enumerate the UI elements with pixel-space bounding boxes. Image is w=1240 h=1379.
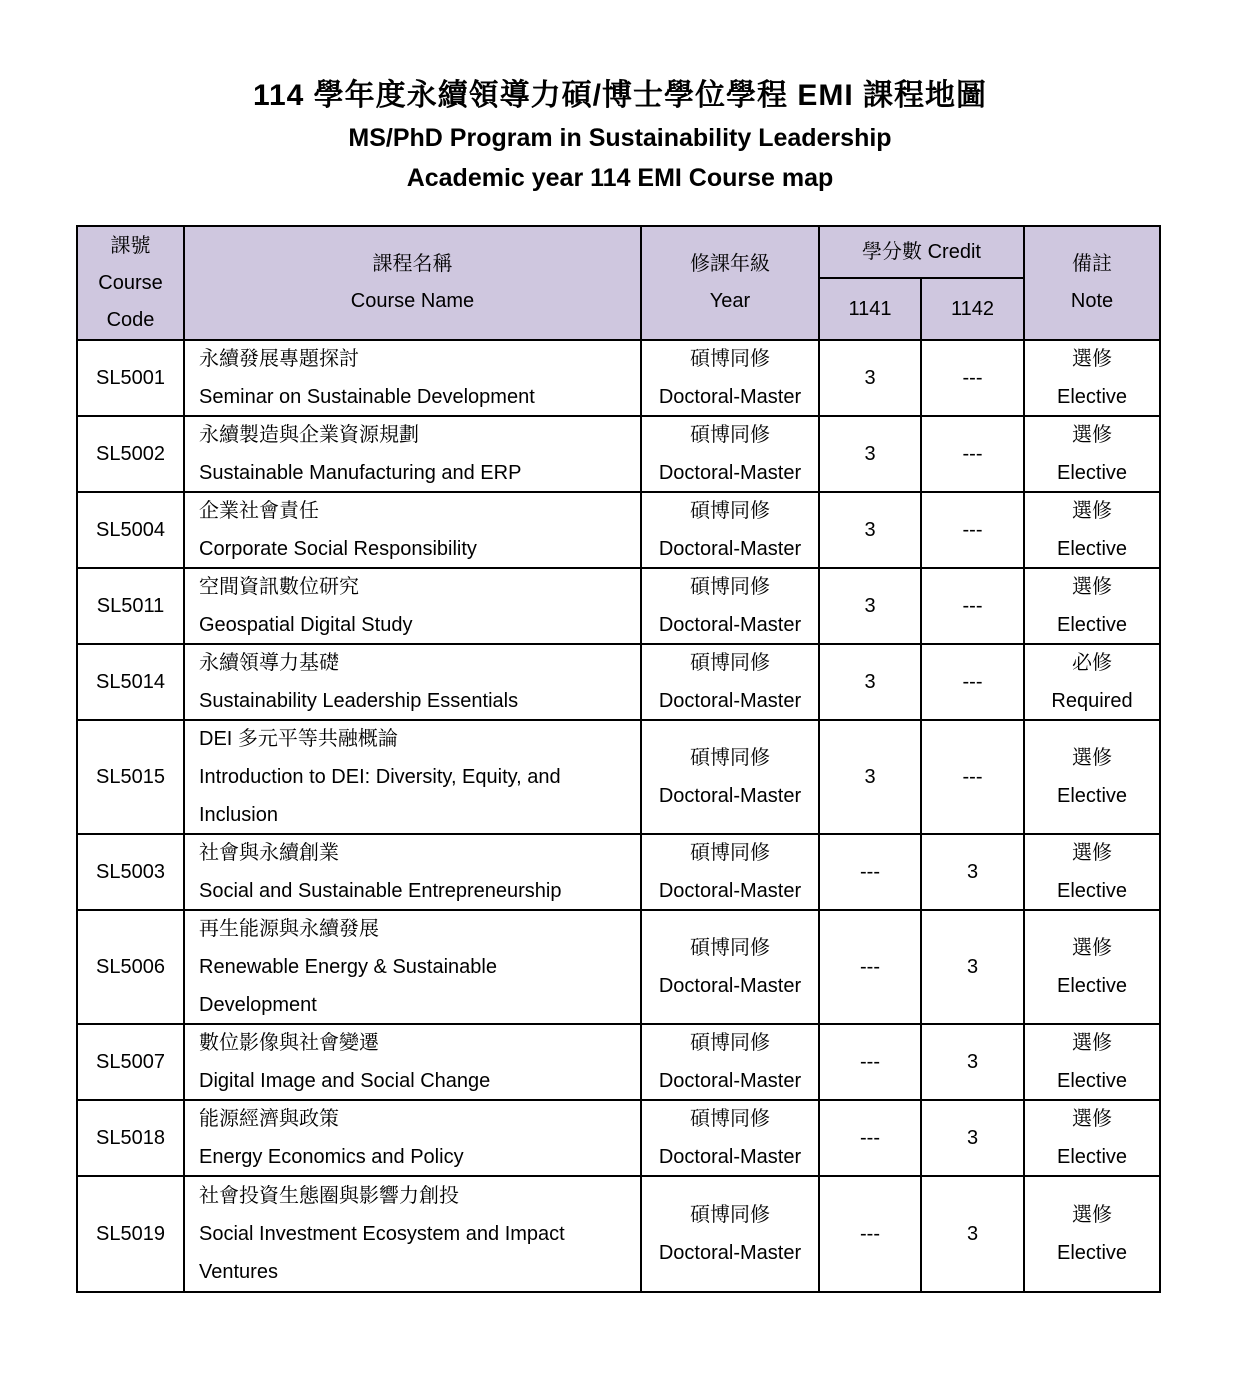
header-note — [1025, 227, 1159, 339]
credit-1141-cell — [820, 721, 922, 833]
credit-1142-cell — [922, 721, 1025, 833]
cell-line: 碩博同修 — [690, 576, 770, 598]
course-code-cell — [78, 1025, 185, 1099]
cell-line: Energy Economics and Policy — [199, 1146, 464, 1168]
cell-line: SL5001 — [96, 367, 165, 389]
cell-line: 能源經濟與政策 — [199, 1108, 339, 1130]
table-row — [78, 493, 1159, 569]
course-year-cell — [642, 645, 820, 719]
cell-line: Doctoral-Master — [658, 1070, 802, 1092]
cell-line: --- — [860, 861, 880, 883]
cell-line: 3 — [966, 1223, 979, 1245]
cell-line: 3 — [864, 671, 876, 693]
cell-line: SL5019 — [96, 1223, 165, 1245]
cell-line: 必修 — [1072, 652, 1112, 674]
cell-line: Elective — [1056, 462, 1128, 484]
header-note-zh: 備註 — [1072, 253, 1112, 275]
cell-line: --- — [962, 671, 983, 693]
cell-line: --- — [962, 595, 983, 617]
course-code-cell — [78, 493, 185, 567]
credit-1141-cell — [820, 569, 922, 643]
cell-line: Doctoral-Master — [658, 614, 802, 636]
cell-line: 3 — [966, 1051, 979, 1073]
course-note-cell — [1025, 1025, 1159, 1099]
cell-line: 企業社會責任 — [199, 500, 319, 522]
credit-1141-cell — [820, 493, 922, 567]
cell-line: 社會投資生態圈與影響力創投 — [199, 1185, 459, 1207]
cell-line: 選修 — [1072, 424, 1112, 446]
cell-line: SL5014 — [96, 671, 165, 693]
header-course-code-zh: 課號 — [110, 234, 151, 257]
credit-1142-cell — [922, 417, 1025, 491]
credit-1142-cell — [922, 341, 1025, 415]
table-row — [78, 569, 1159, 645]
cell-line: 碩博同修 — [690, 937, 770, 959]
credit-1142-cell — [922, 1177, 1025, 1291]
course-note-cell — [1025, 569, 1159, 643]
table-row — [78, 417, 1159, 493]
cell-line: Doctoral-Master — [658, 690, 802, 712]
cell-line: --- — [962, 367, 983, 389]
course-code-cell — [78, 1101, 185, 1175]
header-credit — [820, 227, 1025, 279]
cell-line: SL5011 — [96, 595, 165, 617]
course-code-cell — [78, 721, 185, 833]
course-name-cell — [185, 835, 642, 909]
cell-line: --- — [860, 1223, 880, 1245]
table-row — [78, 721, 1159, 835]
credit-1141-cell — [820, 341, 922, 415]
cell-line: Elective — [1056, 614, 1128, 636]
header-course-code — [78, 227, 185, 339]
course-year-cell — [642, 1177, 820, 1291]
cell-line: 選修 — [1072, 500, 1112, 522]
cell-line: --- — [962, 519, 983, 541]
cell-line: 社會與永續創業 — [199, 842, 339, 864]
cell-line: Development — [199, 994, 317, 1016]
course-code-cell — [78, 569, 185, 643]
header-course-code-en2: Code — [106, 308, 155, 331]
header-term-1141-label: 1141 — [848, 297, 892, 320]
cell-line: 永續發展專題探討 — [199, 348, 359, 370]
cell-line: SL5002 — [96, 443, 165, 465]
cell-line: 3 — [966, 956, 979, 978]
cell-line: 3 — [864, 443, 876, 465]
course-name-cell — [185, 1025, 642, 1099]
credit-1141-cell — [820, 417, 922, 491]
table-row — [78, 1025, 1159, 1101]
course-note-cell — [1025, 911, 1159, 1023]
cell-line: 選修 — [1072, 1204, 1112, 1226]
cell-line: 選修 — [1072, 1108, 1112, 1130]
course-code-cell — [78, 835, 185, 909]
course-table — [76, 225, 1161, 1293]
cell-line: 碩博同修 — [690, 348, 770, 370]
course-note-cell — [1025, 493, 1159, 567]
course-name-cell — [185, 911, 642, 1023]
header-credit-label: 學分數 Credit — [862, 240, 981, 263]
header-course-code-en1: Course — [98, 271, 163, 294]
cell-line: DEI 多元平等共融概論 — [199, 728, 398, 750]
cell-line: 3 — [864, 519, 876, 541]
course-code-cell — [78, 911, 185, 1023]
course-name-cell — [185, 721, 642, 833]
cell-line: 3 — [966, 1127, 979, 1149]
cell-line: 碩博同修 — [690, 1032, 770, 1054]
course-name-cell — [185, 1101, 642, 1175]
header-term-1141 — [820, 279, 922, 339]
cell-line: Doctoral-Master — [658, 880, 802, 902]
table-row — [78, 1101, 1159, 1177]
cell-line: SL5006 — [96, 956, 165, 978]
cell-line: Social and Sustainable Entrepreneurship — [199, 880, 562, 902]
cell-line: SL5003 — [96, 861, 165, 883]
course-code-cell — [78, 1177, 185, 1291]
cell-line: Elective — [1056, 785, 1128, 807]
cell-line: --- — [860, 1051, 880, 1073]
course-note-cell — [1025, 645, 1159, 719]
course-year-cell — [642, 341, 820, 415]
cell-line: Doctoral-Master — [658, 1146, 802, 1168]
credit-1141-cell — [820, 645, 922, 719]
cell-line: Elective — [1056, 880, 1128, 902]
cell-line: Required — [1051, 690, 1133, 712]
header-term-1142-label: 1142 — [950, 297, 994, 320]
course-note-cell — [1025, 721, 1159, 833]
cell-line: Elective — [1056, 1070, 1128, 1092]
cell-line: Sustainability Leadership Essentials — [199, 690, 519, 712]
course-name-cell — [185, 569, 642, 643]
course-note-cell — [1025, 417, 1159, 491]
course-year-cell — [642, 911, 820, 1023]
cell-line: 再生能源與永續發展 — [199, 918, 379, 940]
cell-line: Social Investment Ecosystem and Impact — [199, 1223, 565, 1245]
cell-line: 選修 — [1072, 937, 1112, 959]
course-name-cell — [185, 1177, 642, 1291]
cell-line: 選修 — [1072, 1032, 1112, 1054]
cell-line: 選修 — [1072, 747, 1112, 769]
course-note-cell — [1025, 1101, 1159, 1175]
table-header — [78, 227, 1159, 341]
header-course-name-zh: 課程名稱 — [372, 253, 453, 275]
cell-line: Elective — [1056, 1242, 1128, 1264]
cell-line: Seminar on Sustainable Development — [199, 386, 535, 408]
course-note-cell — [1025, 341, 1159, 415]
cell-line: Elective — [1056, 538, 1128, 560]
credit-1142-cell — [922, 569, 1025, 643]
cell-line: --- — [860, 1127, 880, 1149]
header-year — [642, 227, 820, 339]
cell-line: 3 — [864, 766, 876, 788]
course-note-cell — [1025, 835, 1159, 909]
credit-1142-cell — [922, 911, 1025, 1023]
course-name-cell — [185, 417, 642, 491]
cell-line: 碩博同修 — [690, 1108, 770, 1130]
course-year-cell — [642, 493, 820, 567]
header-course-name — [185, 227, 642, 339]
cell-line: 3 — [966, 861, 979, 883]
cell-line: 碩博同修 — [690, 842, 770, 864]
header-year-zh: 修課年級 — [690, 253, 770, 275]
table-row — [78, 1177, 1159, 1291]
title-block — [0, 0, 1240, 198]
credit-1141-cell — [820, 911, 922, 1023]
course-year-cell — [642, 835, 820, 909]
cell-line: Doctoral-Master — [658, 386, 802, 408]
cell-line: --- — [962, 766, 983, 788]
cell-line: SL5018 — [96, 1127, 165, 1149]
cell-line: Elective — [1056, 975, 1128, 997]
course-year-cell — [642, 1101, 820, 1175]
cell-line: 3 — [864, 595, 876, 617]
cell-line: SL5015 — [96, 766, 165, 788]
course-year-cell — [642, 721, 820, 833]
credit-1142-cell — [922, 835, 1025, 909]
cell-line: Inclusion — [199, 804, 278, 826]
credit-1142-cell — [922, 1025, 1025, 1099]
document-title-en-line2: Academic year 114 EMI Course map — [406, 164, 834, 192]
credit-1142-cell — [922, 493, 1025, 567]
course-name-cell — [185, 341, 642, 415]
credit-1141-cell — [820, 835, 922, 909]
credit-1142-cell — [922, 645, 1025, 719]
cell-line: SL5004 — [96, 519, 165, 541]
course-code-cell — [78, 417, 185, 491]
cell-line: Doctoral-Master — [658, 1242, 802, 1264]
cell-line: 永續領導力基礎 — [199, 652, 339, 674]
cell-line: Elective — [1056, 386, 1128, 408]
cell-line: Geospatial Digital Study — [199, 614, 413, 636]
cell-line: 碩博同修 — [690, 652, 770, 674]
cell-line: Introduction to DEI: Diversity, Equity, and — [199, 766, 561, 788]
course-code-cell — [78, 645, 185, 719]
cell-line: 3 — [864, 367, 876, 389]
credit-1141-cell — [820, 1025, 922, 1099]
cell-line: --- — [962, 443, 983, 465]
cell-line: 選修 — [1072, 348, 1112, 370]
table-row — [78, 341, 1159, 417]
cell-line: 空間資訊數位研究 — [199, 576, 359, 598]
cell-line: Elective — [1056, 1146, 1128, 1168]
cell-line: Renewable Energy & Sustainable — [199, 956, 497, 978]
cell-line: --- — [860, 956, 880, 978]
cell-line: Corporate Social Responsibility — [199, 538, 477, 560]
course-name-cell — [185, 493, 642, 567]
header-year-en: Year — [709, 290, 751, 312]
table-row — [78, 645, 1159, 721]
cell-line: Doctoral-Master — [658, 462, 802, 484]
course-year-cell — [642, 569, 820, 643]
course-year-cell — [642, 1025, 820, 1099]
document-title-zh: 114 學年度永續領導力碩/博士學位學程 EMI 課程地圖 — [252, 79, 988, 112]
course-code-cell — [78, 341, 185, 415]
cell-line: 碩博同修 — [690, 424, 770, 446]
header-term-1142 — [922, 279, 1025, 339]
cell-line: Sustainable Manufacturing and ERP — [199, 462, 522, 484]
course-year-cell — [642, 417, 820, 491]
cell-line: Doctoral-Master — [658, 975, 802, 997]
credit-1141-cell — [820, 1177, 922, 1291]
course-note-cell — [1025, 1177, 1159, 1291]
cell-line: Digital Image and Social Change — [199, 1070, 491, 1092]
document-title-en-line1: MS/PhD Program in Sustainability Leadership — [348, 124, 892, 152]
cell-line: 選修 — [1072, 842, 1112, 864]
table-row — [78, 835, 1159, 911]
cell-line: Doctoral-Master — [658, 785, 802, 807]
header-course-name-en: Course Name — [350, 290, 475, 312]
cell-line: 數位影像與社會變遷 — [199, 1032, 379, 1054]
cell-line: SL5007 — [96, 1051, 165, 1073]
table-body — [78, 341, 1159, 1291]
cell-line: 永續製造與企業資源規劃 — [199, 424, 419, 446]
cell-line: 選修 — [1072, 576, 1112, 598]
credit-1142-cell — [922, 1101, 1025, 1175]
cell-line: Doctoral-Master — [658, 538, 802, 560]
table-row — [78, 911, 1159, 1025]
cell-line: 碩博同修 — [690, 1204, 770, 1226]
cell-line: 碩博同修 — [690, 500, 770, 522]
header-note-en: Note — [1070, 290, 1114, 312]
credit-1141-cell — [820, 1101, 922, 1175]
cell-line: 碩博同修 — [690, 747, 770, 769]
cell-line: Ventures — [199, 1261, 278, 1283]
course-name-cell — [185, 645, 642, 719]
